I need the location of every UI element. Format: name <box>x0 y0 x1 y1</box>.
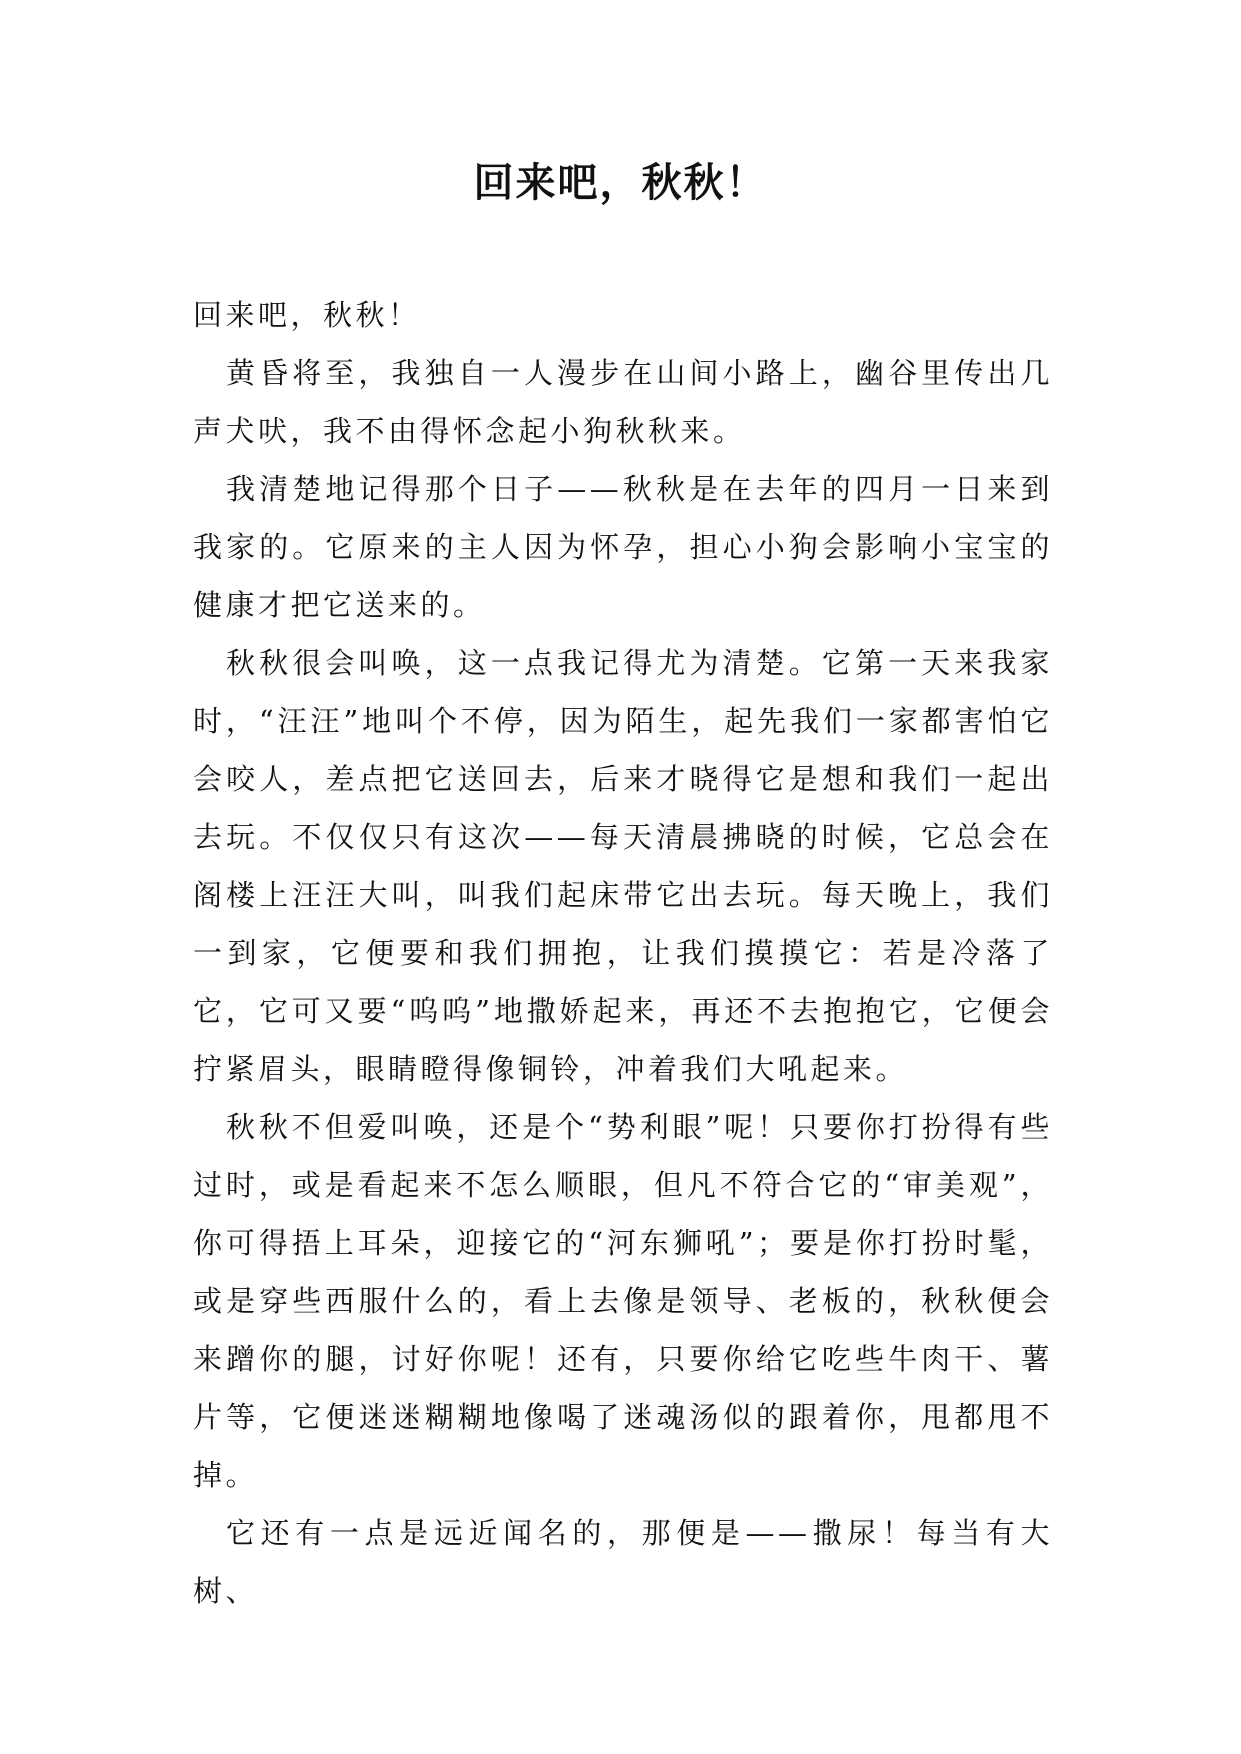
paragraph-heading: 回来吧，秋秋！ <box>193 298 421 332</box>
document-title: 回来吧，秋秋！ <box>473 159 768 206</box>
paragraph: 它还有一点是远近闻名的，那便是——撒尿！每当有大树、 <box>193 1516 1053 1608</box>
paragraph: 秋秋不但爱叫唤，还是个“势利眼”呢！只要你打扮得有些过时，或是看起来不怎么顺眼，但凡不符合它的“审美观”，你可得捂上耳朵，迎接它的“河东狮吼”；要是你打扮时髦，或是穿些西服什么的，看上去像是领导、老板的，秋秋便会来蹭你的腿，讨好你呢！还有，只要你给它吃些牛肉干、薯片等，它便迷迷糊糊地像喝了迷魂汤似的跟着你，甩都甩不掉。 <box>193 1110 1053 1492</box>
paragraph: 我清楚地记得那个日子——秋秋是在去年的四月一日来到我家的。它原来的主人因为怀孕，担心小狗会影响小宝宝的健康才把它送来的。 <box>193 472 1053 622</box>
document-body <box>193 286 1053 1620</box>
paragraph: 黄昏将至，我独自一人漫步在山间小路上，幽谷里传出几声犬吠，我不由得怀念起小狗秋秋来。 <box>193 356 1053 448</box>
paragraph: 秋秋很会叫唤，这一点我记得尤为清楚。它第一天来我家时，“汪汪”地叫个不停，因为陌生，起先我们一家都害怕它会咬人，差点把它送回去，后来才晓得它是想和我们一起出去玩。不仅仅只有这次——每天清晨拂晓的时候，它总会在阁楼上汪汪大叫，叫我们起床带它出去玩。每天晚上，我们一到家，它便要和我们拥抱，让我们摸摸它：若是冷落了它，它可又要“呜呜”地撒娇起来，再还不去抱抱它，它便会拧紧眉头，眼睛瞪得像铜铃，冲着我们大吼起来。 <box>193 646 1053 1086</box>
